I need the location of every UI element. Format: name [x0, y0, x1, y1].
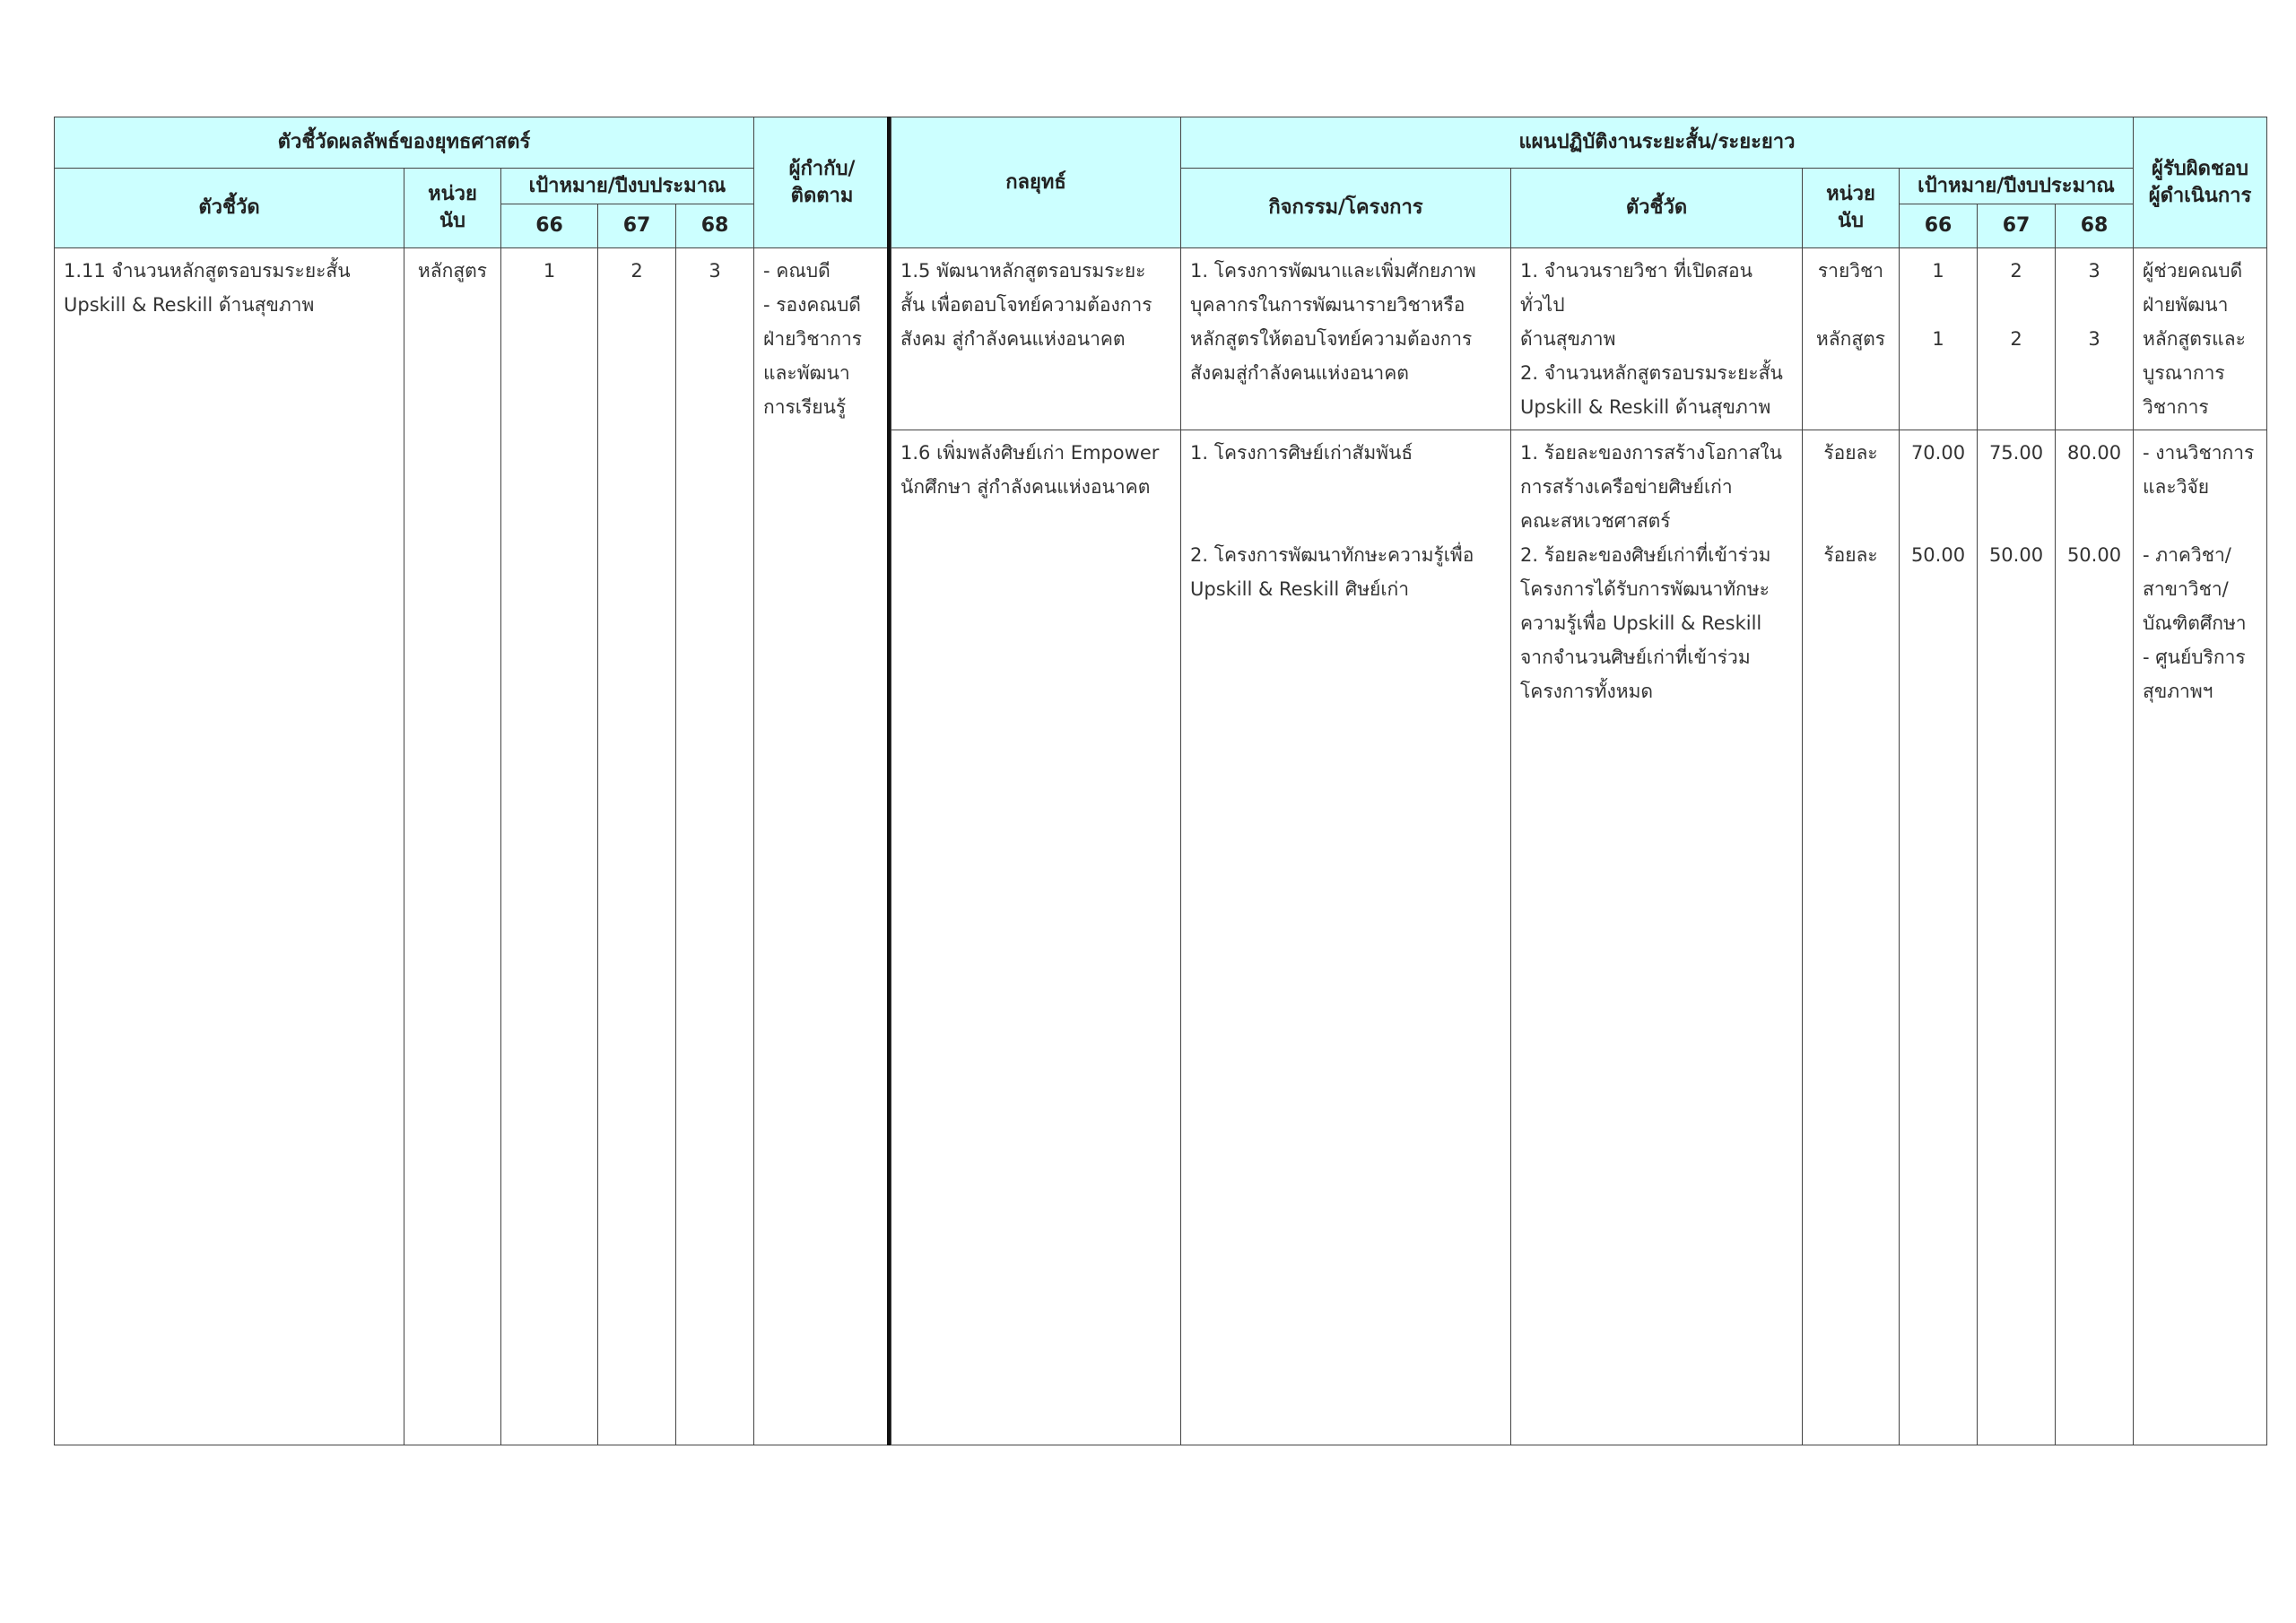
activity-text: 1. โครงการพัฒนาและเพิ่มศักยภาพ บุคลากรในการพัฒนารายวิชาหรือ หลักสูตรให้ตอบโจทย์ความต้องการ สังคมสู่กำลังคนแห่งอนาคต: [1190, 260, 1476, 384]
plan-target-value: 50.00: [1988, 544, 2044, 566]
plan-unit-text: ร้อยละ: [1823, 544, 1878, 566]
responsible-text: ผู้ช่วยคณบดี ฝ่ายพัฒนา หลักสูตรและ บูรณาการ วิชาการ: [2143, 260, 2246, 418]
plan-target-value: 3: [2088, 260, 2100, 282]
activity-text: 2. โครงการพัฒนาทักษะความรู้เพื่อ Upskill & Reskill ศิษย์เก่า: [1190, 544, 1474, 600]
header-year-68: 68: [676, 204, 754, 248]
table-row: [891, 430, 2267, 1445]
header-action-plan: แผนปฏิบัติงานระยะสั้น/ระยะยาว: [1181, 117, 2134, 169]
plan-indicator-cell: [1511, 430, 1803, 1445]
plan-target-67-cell: [1978, 248, 2056, 430]
strategy-cell: [891, 430, 1181, 1445]
indicator-cell: [55, 248, 404, 1445]
strategy-text: 1.6 เพิ่มพลังศิษย์เก่า Empower นักศึกษา สู่กำลังคนแห่งอนาคต: [900, 442, 1160, 498]
responsible-text: - งานวิชาการ และวิจัย: [2143, 442, 2255, 498]
plan-target-value: 50.00: [2066, 544, 2122, 566]
header-plan-target: เป้าหมาย/ปีงบประมาณ: [1900, 169, 2134, 204]
plan-target-value: 2: [2010, 328, 2022, 350]
plan-indicator-text: 1. จำนวนรายวิชา ที่เปิดสอนทั่วไป ด้านสุขภาพ: [1520, 260, 1752, 350]
action-plan-table: [891, 117, 2267, 1445]
plan-target-value: 2: [2010, 260, 2022, 282]
header-target: เป้าหมาย/ปีงบประมาณ: [501, 169, 754, 204]
plan-target-value: 70.00: [1910, 442, 1966, 464]
target-68-cell: [676, 248, 754, 1445]
plan-target-66-cell: [1900, 430, 1978, 1445]
plan-unit-text: รายวิชา: [1817, 260, 1884, 282]
header-responsible: ผู้รับผิดชอบ ผู้ดำเนินการ: [2134, 117, 2267, 248]
plan-indicator-text: 1. ร้อยละของการสร้างโอกาสใน การสร้างเครือข่ายศิษย์เก่า คณะสหเวชศาสตร์: [1520, 442, 1783, 532]
strategy-text: 1.5 พัฒนาหลักสูตรอบรมระยะ สั้น เพื่อตอบโจทย์ความต้องการ สังคม สู่กำลังคนแห่งอนาคต: [900, 260, 1152, 350]
header-unit: หน่วย นับ: [404, 169, 501, 248]
target-66-cell: [501, 248, 598, 1445]
plan-target-value: 75.00: [1988, 442, 2044, 464]
unit-cell: [404, 248, 501, 1445]
header-plan-unit: หน่วย นับ: [1803, 169, 1900, 248]
indicator-text: 1.11 จำนวนหลักสูตรอบรมระยะสั้น Upskill & Reskill ด้านสุขภาพ: [64, 260, 351, 316]
supervisor-cell: [754, 248, 891, 1445]
plan-unit-cell: [1803, 248, 1900, 430]
outcome-indicator-table: [54, 117, 891, 1445]
header-outcome-indicators: ตัวชี้วัดผลลัพธ์ของยุทธศาสตร์: [55, 117, 754, 169]
plan-target-66-cell: [1900, 248, 1978, 430]
plan-unit-text: หลักสูตร: [1815, 328, 1886, 350]
plan-indicator-text: 2. จำนวนหลักสูตรอบรมระยะสั้น Upskill & Reskill ด้านสุขภาพ: [1520, 362, 1783, 418]
plan-indicator-cell: [1511, 248, 1803, 430]
activity-cell: [1181, 430, 1511, 1445]
target-67-cell: [598, 248, 676, 1445]
plan-target-value: 50.00: [1910, 544, 1966, 566]
header-activity: กิจกรรม/โครงการ: [1181, 169, 1511, 248]
header-plan-year-68: 68: [2056, 204, 2134, 248]
plan-target-value: 1: [1932, 260, 1944, 282]
plan-target-68-cell: [2056, 248, 2134, 430]
strategy-cell: [891, 248, 1181, 430]
header-year-66: 66: [501, 204, 598, 248]
responsible-cell: [2134, 430, 2267, 1445]
activity-cell: [1181, 248, 1511, 430]
header-year-67: 67: [598, 204, 676, 248]
table-row: [891, 248, 2267, 430]
plan-target-68-cell: [2056, 430, 2134, 1445]
header-plan-year-66: 66: [1900, 204, 1978, 248]
header-plan-year-67: 67: [1978, 204, 2056, 248]
header-strategy: กลยุทธ์: [891, 117, 1181, 248]
header-supervisor: ผู้กำกับ/ ติดตาม: [754, 117, 891, 248]
supervisor-text: - คณบดี - รองคณบดี ฝ่ายวิชาการ และพัฒนา การเรียนรู้: [763, 260, 863, 418]
plan-unit-cell: [1803, 430, 1900, 1445]
plan-target-value: 1: [1932, 328, 1944, 350]
plan-target-67-cell: [1978, 430, 2056, 1445]
target-68-value: 3: [709, 260, 721, 282]
plan-indicator-text: 2. ร้อยละของศิษย์เก่าที่เข้าร่วม โครงการได้รับการพัฒนาทักษะ ความรู้เพื่อ Upskill & Reskill จากจำนวนศิษย์เก่าที่เข้าร่วม โครงการทั้งหมด: [1520, 544, 1771, 702]
header-plan-indicator: ตัวชี้วัด: [1511, 169, 1803, 248]
unit-text: หลักสูตร: [417, 260, 488, 282]
strategy-plan-page: [54, 117, 2266, 1445]
responsible-cell: [2134, 248, 2267, 430]
plan-unit-text: ร้อยละ: [1823, 442, 1878, 464]
plan-target-value: 80.00: [2066, 442, 2122, 464]
plan-target-value: 3: [2088, 328, 2100, 350]
target-66-value: 1: [543, 260, 556, 282]
target-67-value: 2: [631, 260, 643, 282]
responsible-text: - ภาควิชา/ สาขาวิชา/ บัณฑิตศึกษา - ศูนย์บริการ สุขภาพฯ: [2143, 544, 2247, 702]
activity-text: 1. โครงการศิษย์เก่าสัมพันธ์: [1190, 442, 1413, 464]
header-indicator: ตัวชี้วัด: [55, 169, 404, 248]
